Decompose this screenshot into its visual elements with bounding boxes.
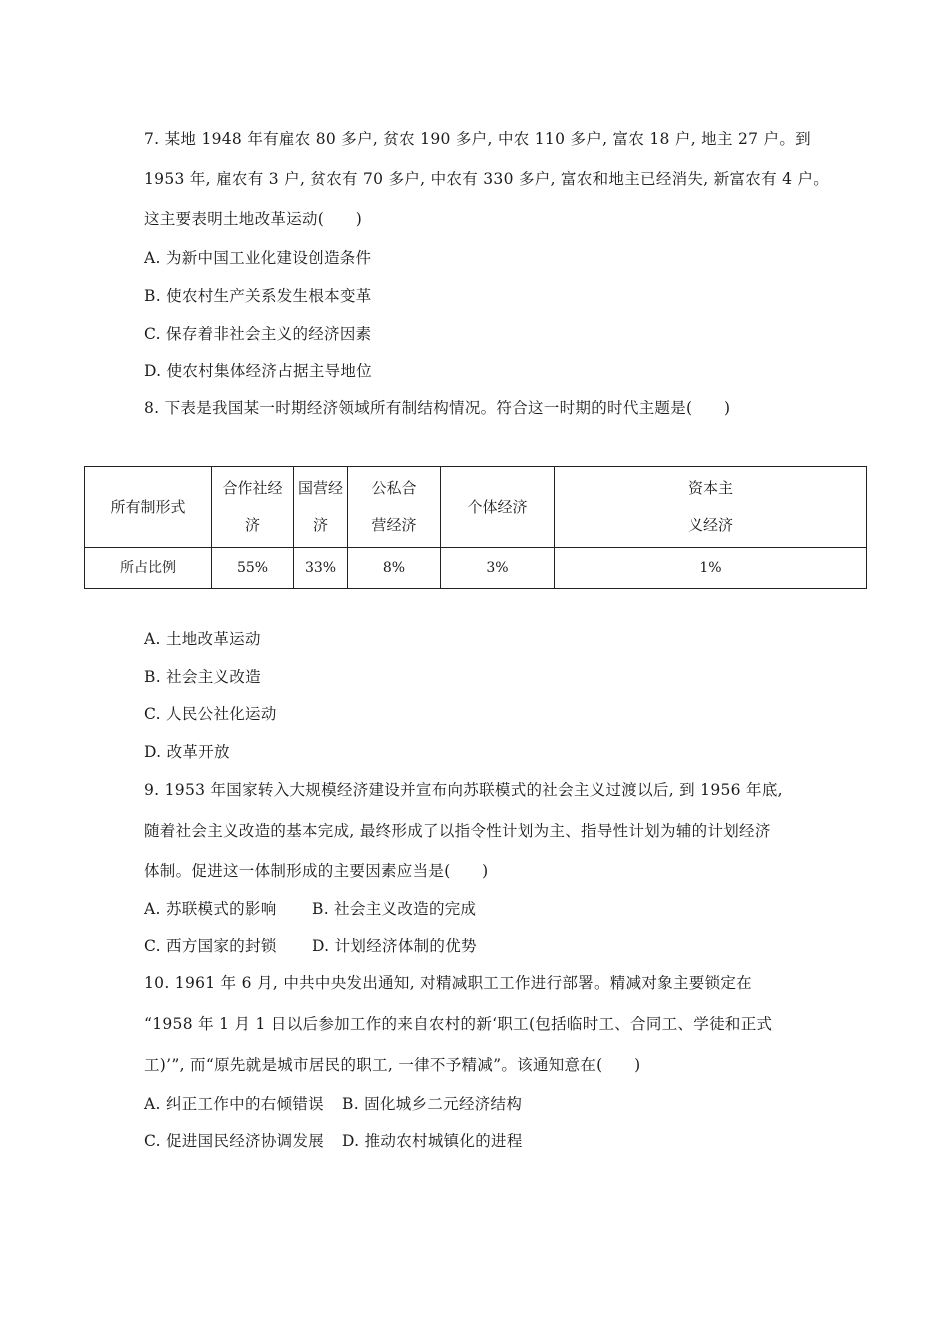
q7-option-b: B. 使农村生产关系发生根本变革	[144, 287, 372, 305]
table-header-cell: 公私合 营经济	[348, 467, 441, 548]
q10-option-d: D. 推动农村城镇化的进程	[342, 1132, 523, 1150]
q10-option-a: A. 纠正工作中的右倾错误	[144, 1095, 324, 1113]
table-header-cell: 合作社经 济	[212, 467, 294, 548]
q7-stem-line-3: 这主要表明土地改革运动( )	[144, 210, 363, 228]
q8-option-b: B. 社会主义改造	[144, 668, 261, 686]
q10-options-row-2	[144, 1130, 523, 1152]
q10-stem-line-3: 工)’”, 而“原先就是城市居民的职工, 一律不予精减”。该通知意在( )	[144, 1056, 641, 1074]
q10-option-c: C. 促进国民经济协调发展	[144, 1132, 325, 1150]
q10-stem-line-1: 10. 1961 年 6 月, 中共中央发出通知, 对精减职工工作进行部署。精减对象主要锁定在	[144, 974, 752, 992]
q9-option-c: C. 西方国家的封锁	[144, 937, 277, 955]
q10-option-b: B. 固化城乡二元经济结构	[342, 1095, 523, 1113]
q9-stem-line-3: 体制。促进这一体制形成的主要因素应当是( )	[144, 862, 489, 880]
table-row	[85, 548, 867, 589]
q7-stem-line-1: 7. 某地 1948 年有雇农 80 多户, 贫农 190 多户, 中农 110 多户, 富农 18 户, 地主 27 户。到	[144, 130, 811, 148]
q9-option-d: D. 计划经济体制的优势	[312, 937, 477, 955]
table-header-cell: 国营经 济	[294, 467, 348, 548]
q10-stem-line-2: “1958 年 1 月 1 日以后参加工作的来自农村的新‘职工(包括临时工、合同工、学徒和正式	[144, 1015, 773, 1033]
q10-options-row-1	[144, 1093, 522, 1115]
q7-option-c: C. 保存着非社会主义的经济因素	[144, 325, 372, 343]
ownership-table	[84, 466, 867, 589]
table-cell: 8%	[348, 548, 441, 589]
q8-option-a: A. 土地改革运动	[144, 630, 261, 648]
q8-option-d: D. 改革开放	[144, 743, 230, 761]
q9-options-row-1	[144, 898, 476, 920]
q9-option-b: B. 社会主义改造的完成	[312, 900, 477, 918]
table-cell: 3%	[441, 548, 555, 589]
table-header-cell: 资本主 义经济	[555, 467, 867, 548]
q9-option-a: A. 苏联模式的影响	[144, 900, 277, 918]
q8-option-c: C. 人民公社化运动	[144, 705, 277, 723]
q9-options-row-2	[144, 935, 477, 957]
q7-option-a: A. 为新中国工业化建设创造条件	[144, 249, 372, 267]
table-cell: 55%	[212, 548, 294, 589]
table-cell: 所占比例	[85, 548, 212, 589]
table-header-cell: 所有制形式	[85, 467, 212, 548]
q7-option-d: D. 使农村集体经济占据主导地位	[144, 362, 373, 380]
table-cell: 1%	[555, 548, 867, 589]
q8-stem: 8. 下表是我国某一时期经济领域所有制结构情况。符合这一时期的时代主题是( )	[144, 399, 731, 417]
table-header-row	[85, 467, 867, 548]
q7-stem-line-2: 1953 年, 雇农有 3 户, 贫农有 70 多户, 中农有 330 多户, 富农和地主已经消失, 新富农有 4 户。	[144, 170, 830, 188]
table-header-cell: 个体经济	[441, 467, 555, 548]
q9-stem-line-1: 9. 1953 年国家转入大规模经济建设并宣布向苏联模式的社会主义过渡以后, 到 1956 年底,	[144, 781, 783, 799]
table-cell: 33%	[294, 548, 348, 589]
q9-stem-line-2: 随着社会主义改造的基本完成, 最终形成了以指令性计划为主、指导性计划为辅的计划经济	[144, 822, 771, 840]
